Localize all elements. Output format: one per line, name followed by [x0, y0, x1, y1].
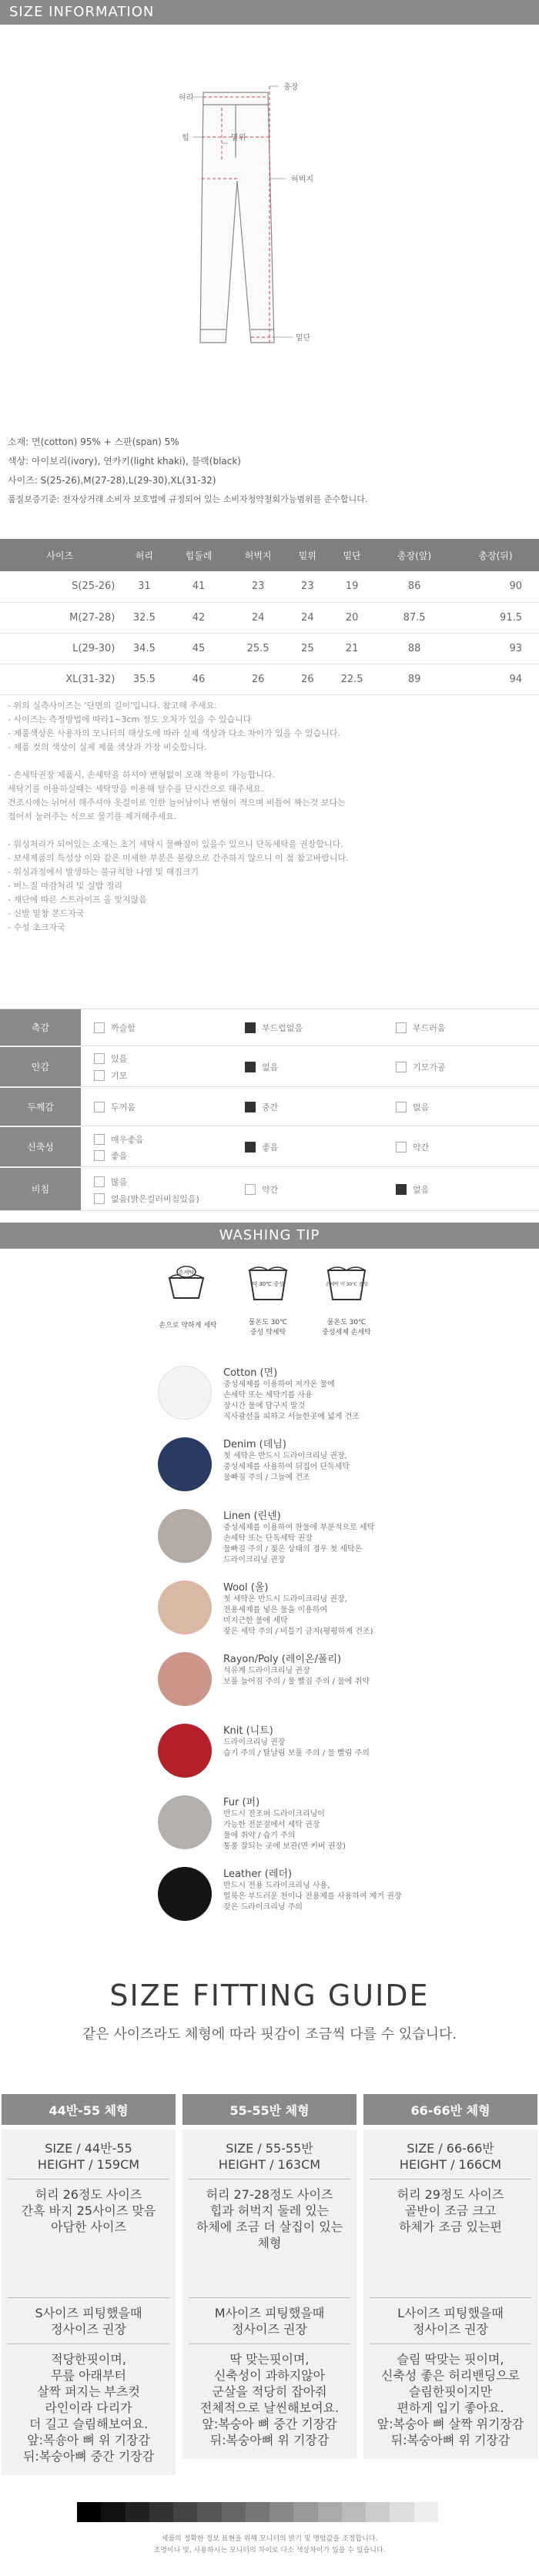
fitting-column-head: 44반-55 체형: [2, 2094, 176, 2125]
fit-recommend: S사이즈 피팅했을때: [35, 2306, 142, 2320]
table-cell: 94: [452, 664, 539, 694]
warranty-line: 품질보증기준: 전자상거래 소비자 보호법에 규정되어 있는 소비자청약철회가능범위를 준수합니다.: [8, 494, 368, 504]
material-desc: 반드시 전조퍼 드라이크리닝이: [223, 1810, 325, 1818]
option-item: 없음: [396, 1101, 429, 1113]
option-item: 없음: [245, 1061, 278, 1073]
fit-height: HEIGHT / 159CM: [37, 2157, 140, 2172]
size-info-header: SIZE INFORMATION: [0, 0, 539, 25]
fit-body-type: 허리 29정도 사이즈: [397, 2187, 504, 2202]
material-desc: 통풍 잘되는 곳에 보관(면 커버 권장): [223, 1842, 346, 1851]
table-cell: 21: [327, 633, 377, 664]
material-desc: 직사광선을 피하고 서늘한곳에 넓게 건조: [223, 1413, 360, 1421]
fit-comment: 살짝 퍼지는 부츠컷: [37, 2384, 140, 2399]
material-desc: 드라이크리닝 권장: [223, 1556, 286, 1564]
fit-comment: 신축성이 과하지않아: [213, 2368, 326, 2383]
pants-diagram: [0, 0, 539, 400]
size-table-header: [0, 539, 539, 571]
wash-caption: 물온도 30℃ 중성세제 손세탁: [322, 1319, 371, 1337]
material-title: Wool (울): [223, 1582, 269, 1594]
table-cell: 32.5: [119, 602, 169, 633]
property-label: 두께감: [0, 1088, 81, 1126]
col-hip: 힙둘레: [169, 539, 228, 571]
divider: [370, 2179, 531, 2180]
note-line: - 제품색상은 사용자의 모니터의 해상도에 따라 실제 색상과 다소 차이가 있을 수 있습니다.: [8, 728, 340, 738]
material-desc: 미지근한 물에 세탁: [223, 1617, 288, 1625]
checkbox-checked: [396, 1184, 407, 1195]
property-label: 안감: [0, 1047, 81, 1086]
grayscale-swatch: [438, 2502, 462, 2522]
checkbox: [94, 1193, 105, 1204]
size-line: 사이즈: S(25-26),M(27-28),L(29-30),XL(31-32): [8, 475, 216, 486]
fitting-subtitle: 같은 사이즈라도 체형에 따라 핏감이 조금씩 다를 수 있습니다.: [82, 2026, 457, 2042]
option-item: 매우좋음: [94, 1133, 144, 1146]
checkbox: [396, 1062, 407, 1072]
fit-body-type: 골반이 조금 크고: [404, 2203, 497, 2218]
checkbox: [245, 1184, 256, 1195]
table-cell: 46: [169, 664, 228, 694]
fit-body-type: 힙과 허벅지 둘레 있는: [209, 2203, 330, 2218]
svg-text:약 30℃ 중성: 약 30℃ 중성: [252, 1281, 284, 1287]
fit-comment: 슬림 딱맞는 핏이며,: [397, 2352, 504, 2367]
notes-block: [8, 699, 531, 935]
fit-recommend: 정사이즈 권장: [51, 2322, 126, 2337]
property-row-sheer: [0, 1168, 539, 1211]
option-item: 중간: [245, 1101, 278, 1113]
material-desc: 반드시 전용 드라이크리닝 사용,: [223, 1882, 330, 1890]
divider: [8, 2343, 169, 2344]
table-cell: XL(31-32): [0, 664, 119, 694]
material-swatch: [158, 1724, 212, 1778]
fit-size: SIZE / 66-66반: [407, 2141, 494, 2156]
fit-recommend: M사이즈 피팅했을때: [214, 2306, 325, 2320]
fit-recommend: 정사이즈 권장: [413, 2322, 488, 2337]
fit-comment: 앞:목숑아 뼈 위 기장감: [27, 2433, 150, 2447]
grayscale-swatch: [342, 2502, 366, 2522]
grayscale-swatch: [222, 2502, 246, 2522]
note-line: - 위의 실측사이즈는 '단면의 길이'입니다. 참고해 주세요.: [8, 701, 217, 711]
table-cell: 25.5: [229, 633, 288, 664]
fit-body-type: 허리 26정도 사이즈: [35, 2187, 142, 2202]
material-desc: 장시간 물에 담구지 말것: [223, 1402, 306, 1410]
fit-comment: 무릎 아래부터: [51, 2368, 126, 2383]
material-swatch: [158, 1867, 212, 1921]
fit-comment: 편하게 입기 좋아요.: [397, 2400, 504, 2415]
fit-recommend: 정사이즈 권장: [232, 2322, 307, 2337]
color-line: 색상: 아이보리(ivory), 연카키(light khaki), 블랙(black): [8, 456, 241, 467]
fit-comment: 뒤:복숭아뼈 위 기장감: [390, 2433, 511, 2447]
table-cell: 19: [327, 571, 377, 602]
fitting-column-head: 55-55반 체형: [182, 2094, 357, 2125]
table-cell: 26: [288, 664, 327, 694]
fit-comment: 군살을 적당히 잡아줘: [212, 2384, 327, 2399]
grayscale-swatch: [414, 2502, 438, 2522]
table-cell: 89: [377, 664, 452, 694]
fit-height: HEIGHT / 166CM: [399, 2157, 502, 2172]
fit-comment: 더 길고 슬림해보여요.: [28, 2417, 149, 2431]
fit-body-type: 하체가 조금 있는편: [399, 2220, 502, 2234]
checkbox: [94, 1022, 105, 1033]
checkbox: [94, 1134, 105, 1145]
material-desc: 첫 세탁은 반드시 드라이크리닝 권장,: [223, 1452, 347, 1460]
col-thigh: 허벅지: [229, 539, 288, 571]
material-title: Fur (퍼): [223, 1797, 260, 1808]
col-waist: 허리: [119, 539, 169, 571]
table-row: [0, 602, 539, 633]
fit-comment: 적당한핏이며,: [51, 2352, 126, 2367]
size-table: [0, 539, 539, 695]
wash-30-icon: [245, 1261, 291, 1307]
grayscale-strip: [77, 2502, 462, 2522]
material-swatch: [158, 1581, 212, 1634]
table-cell: 93: [452, 633, 539, 664]
col-front-length: 총장(앞): [377, 539, 452, 571]
diagram-label-rise: 밑위: [231, 134, 246, 142]
table-cell: 24: [288, 602, 327, 633]
grayscale-swatch: [149, 2502, 173, 2522]
property-row-stretch: [0, 1127, 539, 1167]
fit-comment: 뒤:복숭아뼈 중간 기장감: [22, 2449, 155, 2464]
grayscale-swatch: [101, 2502, 125, 2522]
option-item: 있음: [94, 1052, 127, 1065]
checkbox: [94, 1070, 105, 1081]
footer-note: 제품의 정확한 정보 표현을 위해 모니터의 밝기 및 명암값을 조정합니다.: [161, 2535, 378, 2543]
grayscale-swatch: [197, 2502, 221, 2522]
diagram-label-hem: 밑단: [296, 334, 311, 343]
note-line: - 신발 밑창 본드자국: [8, 908, 85, 918]
material-line: 소재: 면(cotton) 95% + 스판(span) 5%: [8, 437, 179, 447]
property-label: 비침: [0, 1168, 81, 1210]
table-cell: 35.5: [119, 664, 169, 694]
fitting-column-body: [2, 2129, 176, 2475]
material-desc: 얼룩은 부드러운 천이나 전용제를 사용하여 제거 권장: [223, 1892, 402, 1901]
material-desc: 습기 주의 / 탈날림 보풀 주의 / 물 빨림 주의: [223, 1749, 370, 1758]
property-label: 신축성: [0, 1127, 81, 1166]
grayscale-swatch: [246, 2502, 270, 2522]
option-item: 약간: [396, 1141, 429, 1153]
material-title: Leather (레더): [223, 1868, 293, 1880]
grayscale-swatch: [318, 2502, 342, 2522]
material-desc: 드라이크리닝 권장: [223, 1738, 286, 1747]
option-item: 부드럽없음: [245, 1022, 303, 1034]
table-cell: 22.5: [327, 664, 377, 694]
material-desc: 물빠짐 주의 / 그늘에 건조: [223, 1474, 310, 1482]
table-cell: 45: [169, 633, 228, 664]
checkbox-checked: [245, 1142, 256, 1153]
option-item: 약간: [245, 1183, 278, 1196]
material-title: Rayon/Poly (레이온/폴리): [223, 1654, 342, 1665]
option-item: 많음: [94, 1176, 127, 1188]
material-desc: 손세탁 또는 단독세탁 권장: [223, 1534, 313, 1543]
option-item: 부드러움: [396, 1022, 446, 1034]
fit-comment: 딱 맞는핏이며,: [229, 2352, 310, 2367]
material-title: Linen (린넨): [223, 1510, 281, 1522]
col-rise: 밑위: [288, 539, 327, 571]
table-row: [0, 571, 539, 602]
fit-comment: 뒤:복숭아뼈 위 기장감: [209, 2433, 330, 2447]
checkbox: [396, 1022, 407, 1033]
fit-recommend: L사이즈 피팅했을때: [397, 2306, 504, 2320]
svg-text:손세탁: 손세탁: [178, 1270, 195, 1276]
fit-body-type: 간혹 바지 25사이즈 맞음: [21, 2203, 156, 2218]
note-line: - 워싱과정에서 발생하는 불규칙한 나염 및 해짐크기: [8, 867, 199, 877]
diagram-label-waist: 허리: [179, 94, 194, 102]
diagram-label-thigh: 허벅지: [291, 176, 313, 184]
table-cell: 90: [452, 571, 539, 602]
checkbox: [94, 1102, 105, 1112]
wash-caption: 손으로 약하게 세탁: [159, 1322, 217, 1330]
diagram-label-hip: 힙: [182, 134, 189, 142]
material-swatch: [158, 1366, 212, 1420]
wash-icons: [0, 1255, 539, 1347]
fit-size: SIZE / 55-55반: [226, 2141, 313, 2156]
note-line: 접어서 눌러주는 식으로 물기를 제거해주세요.: [8, 811, 177, 821]
fit-body-type: 하체에 조금 더 살집이 있는: [196, 2220, 343, 2234]
material-title: Denim (데님): [223, 1439, 286, 1450]
note-spacer: [8, 754, 531, 768]
fit-comment: 앞:복숭아 뼈 살짝 위기장감: [377, 2417, 524, 2431]
fitting-column: [182, 2094, 357, 2479]
option-item: 두꺼움: [94, 1101, 136, 1113]
fit-size: SIZE / 44반-55: [45, 2141, 132, 2156]
fit-comment: 라인이라 다리가: [45, 2400, 132, 2415]
grayscale-swatch: [390, 2502, 413, 2522]
checkbox: [396, 1142, 407, 1153]
table-cell: M(27-28): [0, 602, 119, 633]
material-desc: 물빠짐 주의 / 젖은 상태의 경우 첫 세탁은: [223, 1545, 363, 1554]
col-hem: 밑단: [327, 539, 377, 571]
option-item: 까슬함: [94, 1022, 136, 1034]
fitting-title: SIZE FITTING GUIDE: [109, 1979, 430, 2012]
table-cell: 24: [229, 602, 288, 633]
hand-wash-30-icon: [323, 1261, 370, 1307]
material-desc: 물에 취약 / 습기 주의: [223, 1832, 296, 1840]
material-desc: 전용세제를 넣은 물을 이용하여: [223, 1606, 328, 1614]
materials-list: [0, 1363, 539, 1955]
table-row: [0, 633, 539, 664]
divider: [8, 2297, 169, 2298]
footer-note: 조명이나 빛, 사용하시는 모니터의 차이로 다소 색상차이가 있을 수 있습니다.: [153, 2547, 386, 2554]
note-line: - 워싱처리가 되어있는 소재는 초기 세탁시 물빠짐이 있을수 있으니 단독세탁을 권장합니다.: [8, 839, 343, 849]
material-desc: 중성세제를 이용하여 저가온 물에: [223, 1380, 335, 1389]
option-item: 없음: [396, 1183, 429, 1196]
divider: [189, 2343, 350, 2344]
option-item: 좋음: [245, 1141, 278, 1153]
divider: [370, 2343, 531, 2344]
washing-tip-header: WASHING TIP: [0, 1223, 539, 1249]
table-cell: 34.5: [119, 633, 169, 664]
fit-height: HEIGHT / 163CM: [218, 2157, 321, 2172]
table-cell: 86: [377, 571, 452, 602]
material-swatch: [158, 1652, 212, 1706]
fit-body-type: 체형: [257, 2236, 282, 2250]
diagram-label-length: 총장: [283, 83, 299, 92]
fit-comment: 슬림한핏이지만: [408, 2384, 493, 2399]
material-swatch: [158, 1509, 212, 1563]
option-item: 좋음: [94, 1149, 127, 1162]
table-cell: 23: [229, 571, 288, 602]
material-desc: 가능한 전문점에서 세탁 권장: [223, 1821, 320, 1829]
note-line: 건조시에는 뉘어서 해주셔야 옷걸이로 인한 늘어남이나 변형이 적으며 비틀어 짜는것 보다는: [8, 798, 346, 808]
grayscale-swatch: [126, 2502, 149, 2522]
grayscale-swatch: [293, 2502, 317, 2522]
material-desc: 첫 세탁은 반드시 드라이크리닝 권장,: [223, 1595, 347, 1604]
table-cell: 25: [288, 633, 327, 664]
note-line: - 버느질 마감처리 및 실밥 정리: [8, 881, 122, 891]
table-cell: 41: [169, 571, 228, 602]
property-label: 촉감: [0, 1009, 81, 1045]
table-row: [0, 664, 539, 694]
table-cell: L(29-30): [0, 633, 119, 664]
table-cell: 20: [327, 602, 377, 633]
table-cell: 91.5: [452, 602, 539, 633]
svg-text:손세탁 약 30℃ 중성: 손세탁 약 30℃ 중성: [325, 1282, 368, 1287]
divider: [370, 2297, 531, 2298]
grayscale-swatch: [173, 2502, 197, 2522]
fitting-column-body: [363, 2129, 537, 2459]
property-row-lining: [0, 1047, 539, 1087]
properties-table: [0, 1009, 539, 1210]
material-desc: 잦은 세탁 주의 / 비틀기 금지(평평하게 건조): [223, 1628, 373, 1636]
fit-comment: 신축성 좋은 허리밴딩으로: [380, 2368, 521, 2383]
note-spacer: [8, 824, 531, 838]
fit-comment: 앞:복숭아 뼈 중간 기장감: [202, 2417, 337, 2431]
checkbox-checked: [245, 1102, 256, 1112]
material-desc: 보풀 늘어짐 주의 / 물 빨짐 주의 / 물에 취약: [223, 1678, 370, 1686]
material-desc: 잦은 드라이크리닝 주의: [223, 1903, 303, 1912]
material-title: Cotton (면): [223, 1367, 278, 1379]
material-title: Knit (니트): [223, 1725, 273, 1737]
option-item: 기모가공: [396, 1061, 446, 1073]
material-swatch: [158, 1437, 212, 1491]
checkbox-checked: [245, 1062, 256, 1072]
table-cell: 23: [288, 571, 327, 602]
grayscale-swatch: [77, 2502, 101, 2522]
checkbox-checked: [245, 1022, 256, 1033]
note-line: - 재단에 따른 스트라이프 올 맞지않음: [8, 895, 147, 905]
fitting-column-body: [182, 2129, 357, 2459]
fitting-column: [363, 2094, 537, 2479]
grayscale-swatch: [366, 2502, 390, 2522]
grayscale-swatch: [270, 2502, 293, 2522]
note-line: - 손세탁권장 제품시, 손세탁을 하셔야 변형없이 오래 착용이 가능합니다.: [8, 770, 276, 780]
material-swatch: [158, 1795, 212, 1849]
checkbox: [94, 1176, 105, 1187]
property-row-touch: [0, 1009, 539, 1046]
checkbox: [94, 1053, 105, 1064]
material-desc: 석유계 드라이크리닝 권장: [223, 1667, 310, 1675]
table-cell: S(25-26): [0, 571, 119, 602]
checkbox: [94, 1150, 105, 1161]
col-size: 사이즈: [0, 539, 119, 571]
divider: [189, 2179, 350, 2180]
fitting-column-head: 66-66반 체형: [363, 2094, 537, 2125]
fit-body-type: 허리 27-28정도 사이즈: [206, 2187, 333, 2202]
divider: [189, 2297, 350, 2298]
property-row-thickness: [0, 1088, 539, 1126]
option-item: 기모: [94, 1069, 127, 1082]
fitting-column: [2, 2094, 176, 2479]
material-desc: 중성세제를 사용하여 뒤집어 단독세탁: [223, 1463, 350, 1471]
material-desc: 중성세제를 이용하여 찬물에 부분적으로 세탁: [223, 1524, 375, 1532]
table-cell: 31: [119, 571, 169, 602]
fit-comment: 전체적으로 날씬해보여요.: [199, 2400, 340, 2415]
table-cell: 42: [169, 602, 228, 633]
checkbox: [396, 1102, 407, 1112]
table-cell: 87.5: [377, 602, 452, 633]
table-cell: 26: [229, 664, 288, 694]
hand-wash-icon: [163, 1261, 209, 1307]
divider: [8, 2179, 169, 2180]
col-back-length: 총장(뒤): [452, 539, 539, 571]
fit-body-type: 아담한 사이즈: [51, 2220, 126, 2234]
wash-caption: 물온도 30℃ 중성 약세탁: [248, 1319, 288, 1337]
note-line: - 보세제품의 특성상 이와 같은 미세한 부분은 불량으로 간주하지 않으니 이 점 참고바랍니다.: [8, 853, 349, 863]
option-item: 없음(밝은컬러비침있음): [94, 1193, 199, 1205]
note-line: - 사이즈는 측정방법에 따라1~3cm 정도 오차가 있을 수 있습니다: [8, 714, 252, 724]
note-line: 세탁기를 이용하실때는 세탁망을 이용해 탈수를 단시간으로 해주세요.: [8, 784, 264, 794]
material-desc: 손세탁 또는 세탁기를 사용: [223, 1391, 313, 1400]
note-line: - 제품 컷의 색상이 실제 제품 색상과 가장 비슷합니다.: [8, 742, 207, 752]
note-line: - 수성 초크자국: [8, 922, 65, 932]
table-cell: 88: [377, 633, 452, 664]
